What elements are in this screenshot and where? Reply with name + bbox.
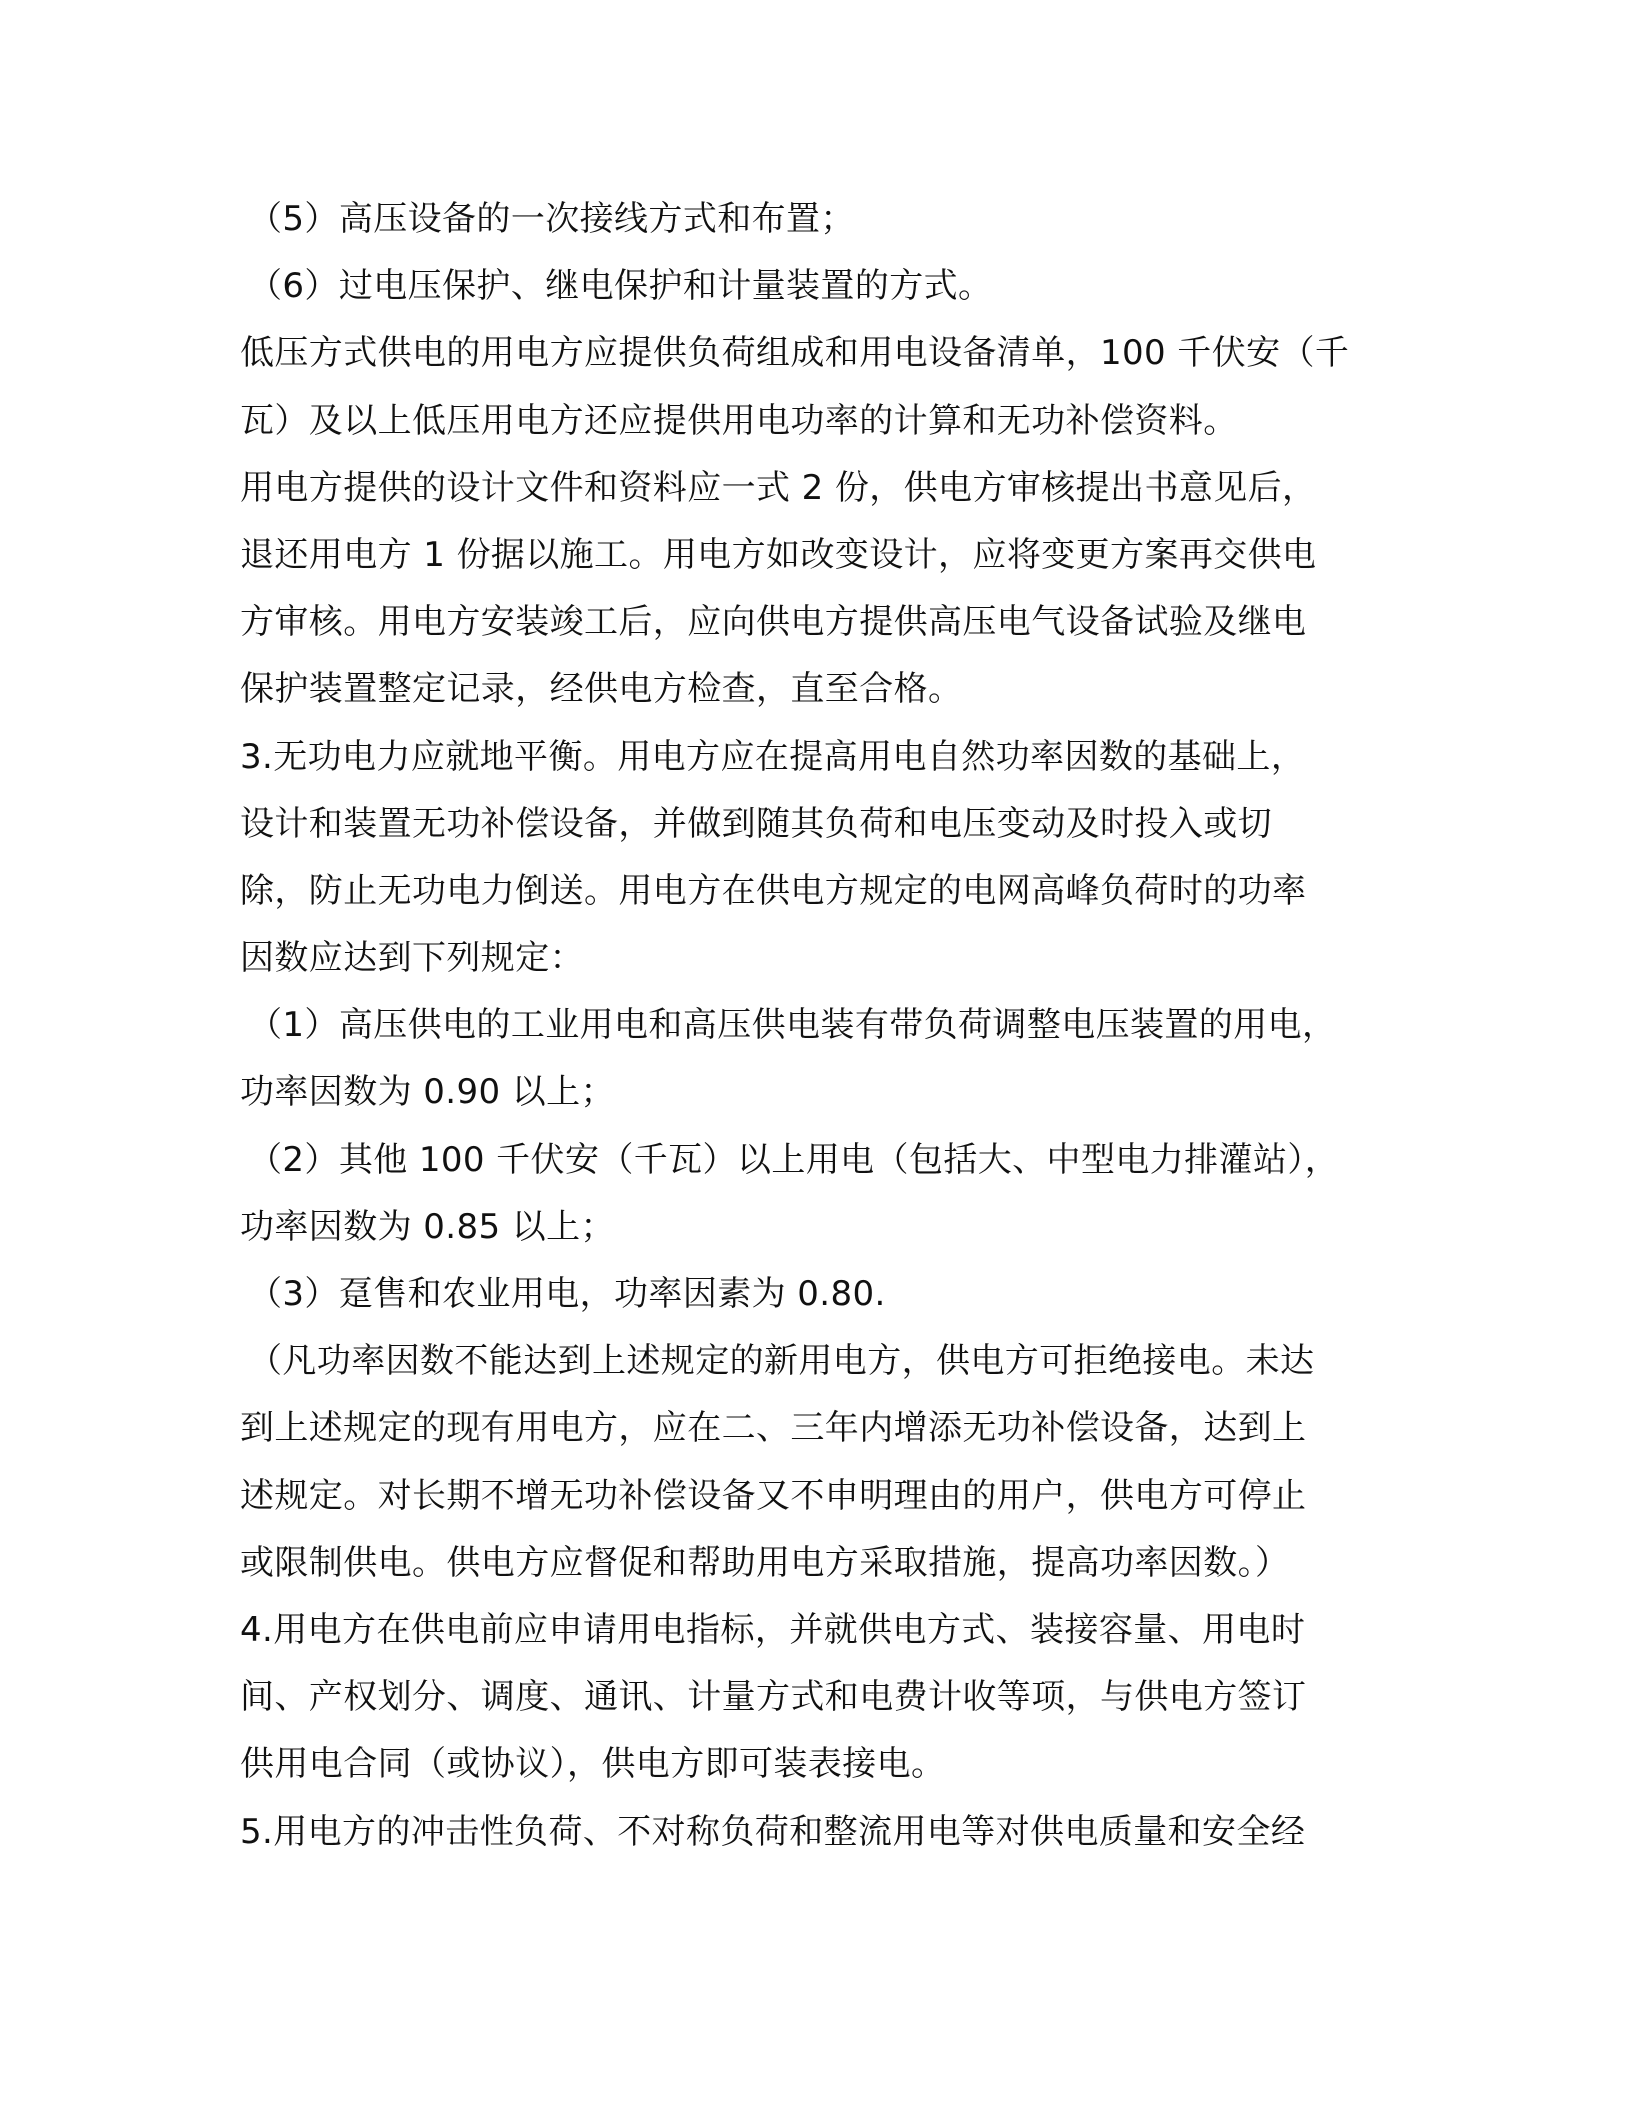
text-line: 述规定。对长期不增无功补偿设备又不申明理由的用户，供电方可停止 xyxy=(240,1475,1307,1516)
text-line: （6）过电压保护、继电保护和计量装置的方式。 xyxy=(248,266,993,307)
text-line: 方审核。用电方安装竣工后，应向供电方提供高压电气设备试验及继电 xyxy=(240,602,1307,643)
text-line: 退还用电方 1 份据以施工。用电方如改变设计，应将变更方案再交供电 xyxy=(240,534,1317,575)
text-line: 供用电合同（或协议），供电方即可装表接电。 xyxy=(240,1744,946,1785)
text-line: 瓦）及以上低压用电方还应提供用电功率的计算和无功补偿资料。 xyxy=(240,400,1238,441)
text-line: 保护装置整定记录，经供电方检查，直至合格。 xyxy=(240,669,963,710)
text-line: 设计和装置无功补偿设备，并做到随其负荷和电压变动及时投入或切 xyxy=(240,803,1272,844)
document-body xyxy=(240,186,1404,1866)
text-line: 3.无功电力应就地平衡。用电方应在提高用电自然功率因数的基础上， xyxy=(240,736,1306,777)
text-line: （凡功率因数不能达到上述规定的新用电方，供电方可拒绝接电。未达 xyxy=(248,1341,1315,1382)
text-line: 4.用电方在供电前应申请用电指标，并就供电方式、装接容量、用电时 xyxy=(240,1609,1306,1650)
text-line: （3）趸售和农业用电，功率因素为 0.80. xyxy=(248,1274,886,1314)
text-line: 因数应达到下列规定： xyxy=(240,938,584,979)
text-line: 间、产权划分、调度、通讯、计量方式和电费计收等项，与供电方签订 xyxy=(240,1677,1307,1718)
text-line: 功率因数为 0.85 以上； xyxy=(240,1206,615,1247)
text-line: 除，防止无功电力倒送。用电方在供电方规定的电网高峰负荷时的功率 xyxy=(240,870,1307,911)
text-line: 低压方式供电的用电方应提供负荷组成和用电设备清单，100 千伏安（千 xyxy=(240,333,1350,374)
text-line: 5.用电方的冲击性负荷、不对称负荷和整流用电等对供电质量和安全经 xyxy=(240,1811,1306,1852)
text-line: （1）高压供电的工业用电和高压供电装有带负荷调整电压装置的用电， xyxy=(248,1005,1337,1046)
text-line: （5）高压设备的一次接线方式和布置； xyxy=(248,199,855,239)
text-line: （2）其他 100 千伏安（千瓦）以上用电（包括大、中型电力排灌站）， xyxy=(248,1139,1340,1180)
text-line: 到上述规定的现有用电方，应在二、三年内增添无功补偿设备，达到上 xyxy=(240,1408,1307,1449)
text-line: 用电方提供的设计文件和资料应一式 2 份，供电方审核提出书意见后， xyxy=(240,467,1317,508)
text-line: 或限制供电。供电方应督促和帮助用电方采取措施，提高功率因数。） xyxy=(240,1542,1290,1583)
text-line: 功率因数为 0.90 以上； xyxy=(240,1072,615,1113)
